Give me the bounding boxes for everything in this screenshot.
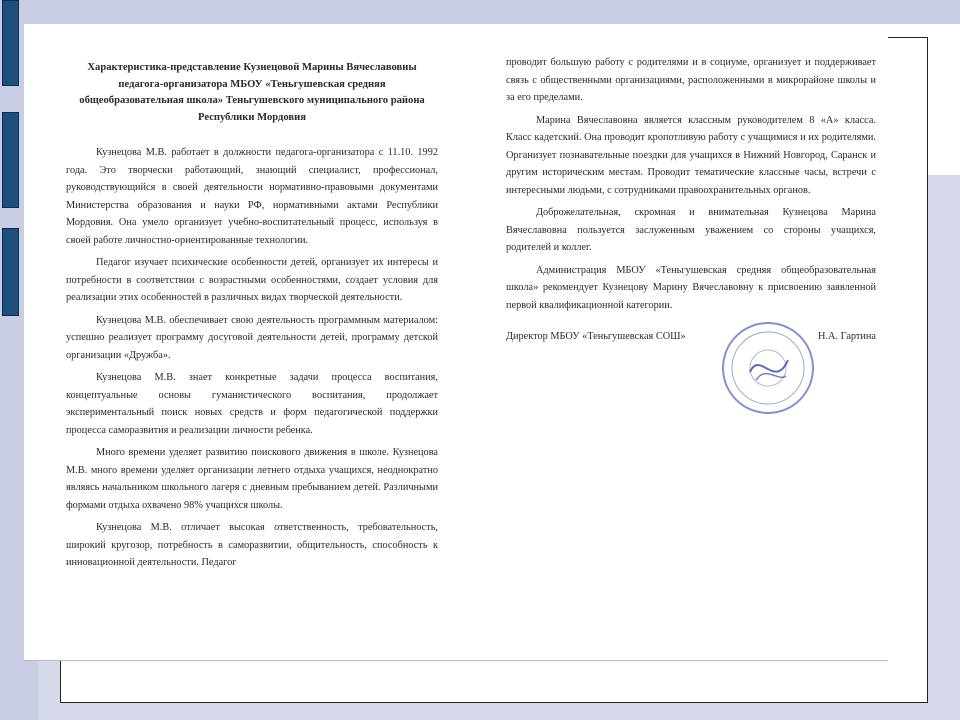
left-column xyxy=(66,60,438,577)
paragraph: Кузнецова М.В. отличает высокая ответственность, требовательность, широкий кругозор, потребность в саморазвитии, общительность, способность к инновационной деятельности. Педагог xyxy=(66,522,438,568)
paragraph: Педагог изучает психические особенности детей, организует их интересы и потребности в соответствии с возрастными особенностями, создает условия для реализации этих особенностей в различных видах творческой деятельности. xyxy=(66,257,438,303)
signature-position: Директор МБОУ «Теньгушевская СОШ» xyxy=(506,331,686,342)
signature-line xyxy=(506,328,876,346)
nav-tab-1[interactable] xyxy=(2,0,19,86)
paragraph: Кузнецова М.В. работает в должности педагога-организатора с 11.10. 1992 года. Это творчески работающий, знающий специалист, профессионал, руководствующийся в своей деятельности нормативно-правовыми документами Министерства образования и науки РФ, нормативными актами Республики Мордовия. Она умело организует учебно-воспитательный процесс, используя в своей работе личностно-ориентированные технологии. xyxy=(66,147,438,246)
nav-tab-3[interactable] xyxy=(2,228,19,316)
paragraph: Доброжелательная, скромная и внимательная Кузнецова Марина Вячеславовна пользуется заслуженным уважением со стороны учащихся, родителей и коллег. xyxy=(506,207,876,253)
paragraph: Кузнецова М.В. обеспечивает свою деятельность программным материалом: успешно реализует программу досуговой деятельности детей, программу детской организации «Дружба». xyxy=(66,314,438,361)
school-seal-icon xyxy=(720,320,816,416)
right-column xyxy=(506,54,876,346)
paragraph: проводит большую работу с родителями и в социуме, организует и поддерживает связь с общественными организациями, расположенными в микрорайоне школы и за его пределами. xyxy=(506,57,876,103)
paragraph: Марина Вячеславовна является классным руководителем 8 «А» класса. Класс кадетский. Она проводит кропотливую работу с учащимися и их родителями. Организует познавательные поездки для учащихся в Нижний Новгород, Саранск и другим историческим местам. Проводит тематические классные часы, встречи с интересными людьми, с сотрудниками правоохранительных органов. xyxy=(506,114,876,196)
nav-tab-2[interactable] xyxy=(2,112,19,208)
paragraph: Кузнецова М.В. знает конкретные задачи процесса воспитания, концептуальные основы гуманистического воспитания, продолжает экспериментальный поиск новых средств и форм педагогической поддержки процесса саморазвития и реализации личности ребенка. xyxy=(66,372,438,436)
slide-band-right xyxy=(924,175,960,720)
slide-band-top xyxy=(0,0,960,24)
paragraph: Администрация МБОУ «Теньгушевская средняя общеобразовательная школа» рекомендует Кузнецову Марину Вячеславовну к присвоению заявленной первой квалификационной категории. xyxy=(506,264,876,311)
signature-name: Н.А. Гартина xyxy=(818,331,876,342)
paragraph: Много времени уделяет развитию поискового движения в школе. Кузнецова М.В. много времени уделяет организации летнего отдыха учащихся, неоднократно являясь начальником школьного лагеря с дневным пребыванием детей. Различными формами отдыха охвачено 98% учащихся школы. xyxy=(66,447,438,511)
document-title: Характеристика-представление Кузнецовой Марины Вячеславовны педагога-организатора МБОУ «Теньгушевская средняя общеобразовательная школа» Теньгушевского муниципального района Республики Мордовия xyxy=(79,62,425,123)
